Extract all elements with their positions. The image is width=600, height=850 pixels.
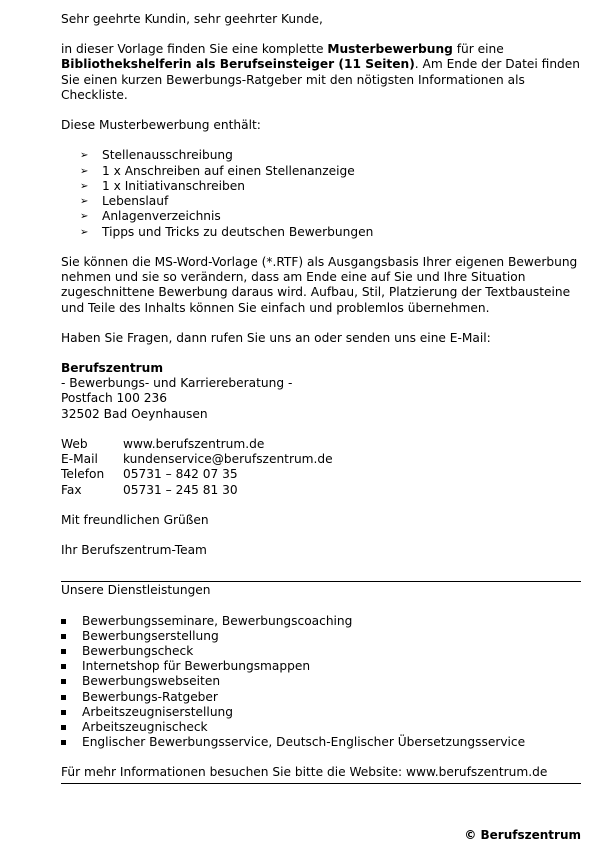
service-item [61, 659, 581, 674]
checklist-item-label: 1 x Initiativanschreiben [102, 178, 245, 193]
service-item [61, 629, 581, 644]
service-item [61, 720, 581, 735]
greeting: Sehr geehrte Kundin, sehr geehrter Kunde, [61, 12, 323, 26]
email-value[interactable]: kundenservice@berufszentrum.de [123, 452, 333, 467]
checklist-item-label: Stellenausschreibung [102, 148, 233, 163]
service-item-label: Bewerbungserstellung [82, 628, 219, 643]
service-item-label: Internetshop für Bewerbungsmappen [82, 659, 311, 674]
usage-paragraph: Sie können die MS-Word-Vorlage (*.RTF) als Ausgangsbasis Ihrer eigenen Bewerbung nehmen und sie so verändern, dass am Ende eine auf Sie und Ihre Situation zugeschnittene Bewerbung daraus wird. Aufbau, Stil, Platzierung der Textbausteine und Teile des Inhalts können Sie einfach und problemlos übernehmen. [61, 255, 578, 315]
more-info-line: Für mehr Informationen besuchen Sie bitte die Website: www.berufszentrum.de [61, 765, 581, 783]
contact-row-email [61, 452, 581, 467]
postbox: Postfach 100 236 [61, 391, 167, 406]
square-bullet-icon [61, 695, 66, 700]
intro-paragraph [61, 42, 581, 103]
question-paragraph: Haben Sie Fragen, dann rufen Sie uns an oder senden uns eine E-Mail: [61, 330, 491, 345]
checklist-item [61, 179, 581, 194]
square-bullet-icon [61, 725, 66, 730]
square-bullet-icon [61, 679, 66, 684]
intro-bold-1: Musterbewerbung [327, 42, 453, 57]
intro-text-2: für eine [452, 42, 504, 57]
intro-bold-2: Bibliothekshelferin als Berufseinsteiger (11 Seiten) [61, 57, 415, 72]
web-value[interactable]: www.berufszentrum.de [123, 436, 265, 451]
service-item-label: Arbeitszeugniserstellung [82, 704, 234, 719]
checklist-item [61, 209, 581, 224]
checklist-item-label: Anlagenverzeichnis [102, 209, 221, 224]
service-item [61, 674, 581, 689]
contact-row-phone [61, 467, 581, 482]
fax-value: 05731 – 245 81 30 [123, 482, 238, 497]
square-bullet-icon [61, 634, 66, 639]
section-divider [61, 581, 581, 582]
service-item [61, 735, 581, 750]
service-item-label: Bewerbungs-Ratgeber [82, 689, 218, 704]
contact-row-fax [61, 483, 581, 498]
square-bullet-icon [61, 649, 66, 654]
service-item-label: Bewerbungsseminare, Bewerbungscoaching [82, 613, 353, 628]
company-name: Berufszentrum [61, 361, 164, 376]
services-title: Unsere Dienstleistungen [61, 583, 211, 598]
signature: Ihr Berufszentrum-Team [61, 543, 207, 558]
services-list [61, 614, 581, 751]
fax-label: Fax [61, 482, 82, 497]
checklist-item [61, 164, 581, 179]
intro-text-1: in dieser Vorlage finden Sie eine komplette [61, 42, 328, 57]
web-label: Web [61, 436, 88, 451]
closing: Mit freundlichen Grüßen [61, 513, 209, 528]
checklist-item-label: 1 x Anschreiben auf einen Stellenanzeige [102, 163, 355, 178]
arrowhead-icon: ➢ [80, 211, 89, 223]
contains-heading: Diese Musterbewerbung enthält: [61, 118, 261, 133]
checklist-item-label: Lebenslauf [102, 194, 169, 209]
contact-row-web [61, 437, 581, 452]
copyright: © Berufszentrum [464, 828, 581, 842]
arrowhead-icon: ➢ [80, 165, 89, 177]
phone-value: 05731 – 842 07 35 [123, 467, 238, 482]
contact-block [61, 437, 581, 498]
square-bullet-icon [61, 664, 66, 669]
service-item-label: Englischer Bewerbungsservice, Deutsch-Englischer Übersetzungsservice [82, 735, 526, 750]
service-item-label: Bewerbungscheck [82, 644, 194, 658]
service-item-label: Arbeitszeugnischeck [82, 719, 208, 734]
phone-label: Telefon [61, 467, 105, 482]
document-page [61, 12, 581, 784]
arrowhead-icon: ➢ [80, 226, 89, 238]
checklist-item [61, 148, 581, 163]
service-item-label: Bewerbungswebseiten [82, 674, 221, 689]
square-bullet-icon [61, 619, 66, 624]
service-item [61, 644, 581, 659]
service-item [61, 705, 581, 720]
checklist-item [61, 194, 581, 209]
arrowhead-icon: ➢ [80, 180, 89, 192]
service-item [61, 614, 581, 629]
checklist-item-label: Tipps und Tricks zu deutschen Bewerbungen [102, 224, 374, 239]
checklist [61, 148, 581, 240]
square-bullet-icon [61, 710, 66, 715]
arrowhead-icon: ➢ [80, 196, 89, 208]
arrowhead-icon: ➢ [80, 150, 89, 162]
service-item [61, 690, 581, 705]
company-tagline: - Bewerbungs- und Karriereberatung - [61, 376, 293, 391]
intro-text-3: . Am Ende der Datei finden Sie einen kurzen Bewerbungs-Ratgeber mit den nötigsten Informationen als Checkliste. [61, 57, 580, 102]
city: 32502 Bad Oeynhausen [61, 406, 208, 421]
checklist-item [61, 225, 581, 240]
email-label: E-Mail [61, 452, 98, 467]
square-bullet-icon [61, 740, 66, 745]
address-block [61, 361, 581, 422]
